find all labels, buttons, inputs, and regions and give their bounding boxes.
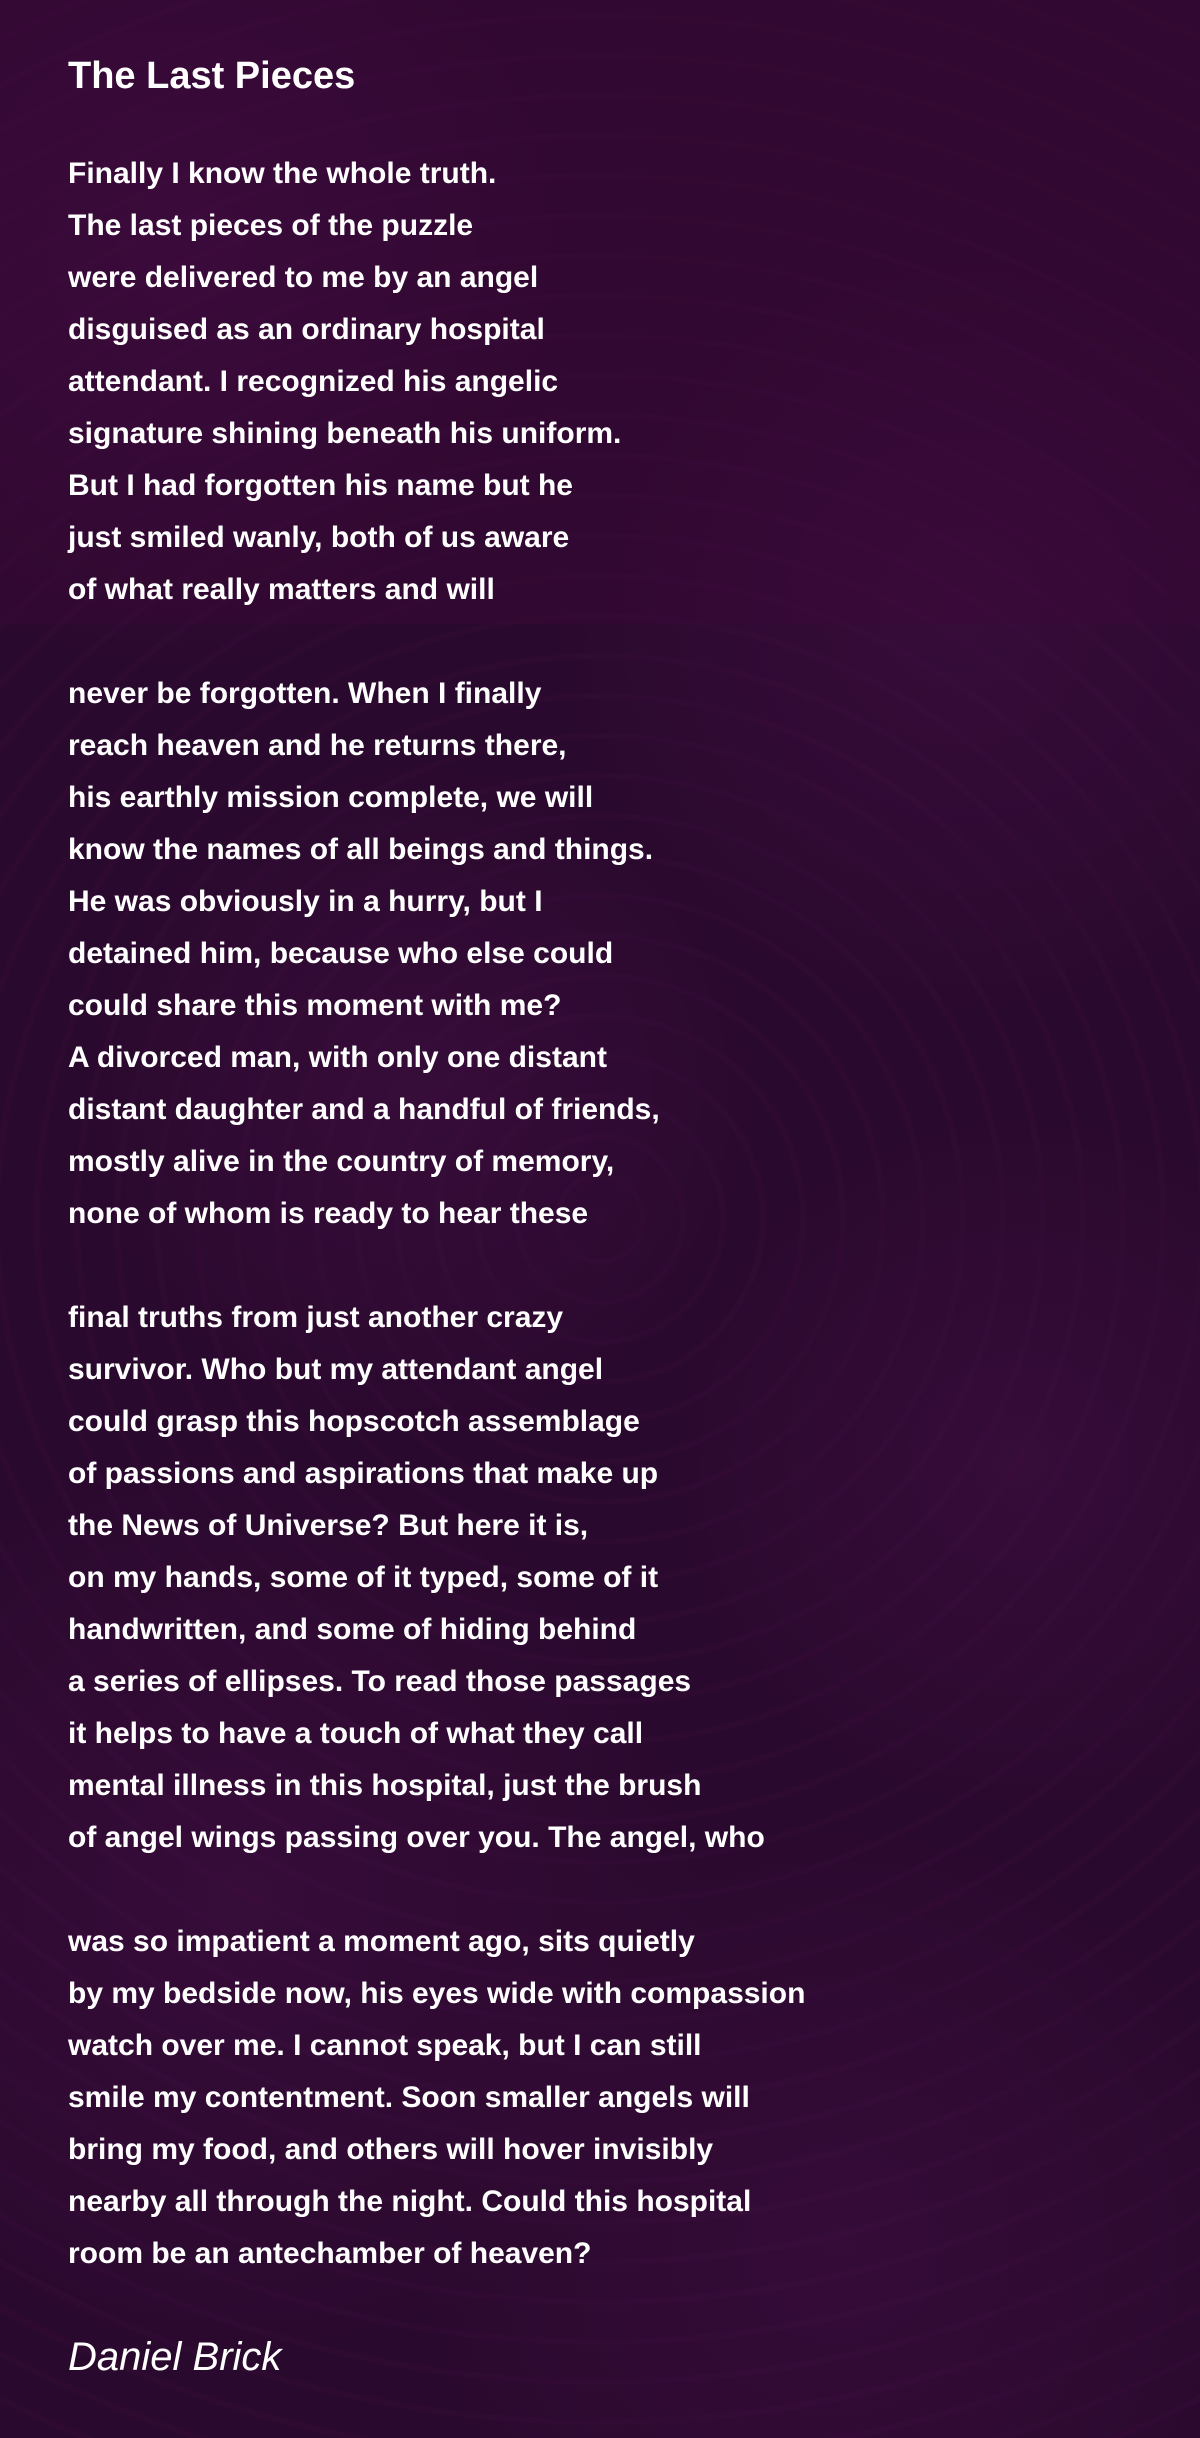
poem-title: The Last Pieces bbox=[68, 55, 356, 97]
poem-line: He was obviously in a hurry, but I bbox=[68, 885, 543, 918]
poem-author: Daniel Brick bbox=[68, 2335, 282, 2379]
poem-line: mostly alive in the country of memory, bbox=[68, 1145, 615, 1178]
poem-line: by my bedside now, his eyes wide with compassion bbox=[68, 1977, 806, 2010]
poem-line: of passions and aspirations that make up bbox=[68, 1457, 659, 1490]
poem-line: attendant. I recognized his angelic bbox=[68, 365, 559, 398]
poem-line: of angel wings passing over you. The angel, who bbox=[68, 1821, 765, 1854]
poem-line: disguised as an ordinary hospital bbox=[68, 313, 545, 346]
poem-line: reach heaven and he returns there, bbox=[68, 729, 567, 762]
poem-line: survivor. Who but my attendant angel bbox=[68, 1353, 604, 1386]
poem-line: none of whom is ready to hear these bbox=[68, 1197, 589, 1230]
poem-line: But I had forgotten his name but he bbox=[68, 469, 573, 502]
poem-line: room be an antechamber of heaven? bbox=[68, 2237, 592, 2270]
stanza-2 bbox=[68, 668, 805, 1240]
poem-line: bring my food, and others will hover invisibly bbox=[68, 2133, 714, 2166]
poem-line: could share this moment with me? bbox=[68, 989, 562, 1022]
poem-line: the News of Universe? But here it is, bbox=[68, 1509, 589, 1542]
poem-line: a series of ellipses. To read those passages bbox=[68, 1665, 692, 1698]
stanza-4 bbox=[68, 1916, 805, 2280]
poem-body bbox=[68, 148, 805, 2332]
poem-line: mental illness in this hospital, just the brush bbox=[68, 1769, 702, 1802]
poem-line: distant daughter and a handful of friends, bbox=[68, 1093, 660, 1126]
poem-line: final truths from just another crazy bbox=[68, 1301, 564, 1334]
poem-line: watch over me. I cannot speak, but I can still bbox=[68, 2029, 702, 2062]
poem-line: signature shining beneath his uniform. bbox=[68, 417, 622, 450]
poem-line: just smiled wanly, both of us aware bbox=[68, 521, 570, 554]
poem-line: were delivered to me by an angel bbox=[68, 261, 539, 294]
stanza-1 bbox=[68, 148, 805, 616]
poem-line: on my hands, some of it typed, some of it bbox=[68, 1561, 659, 1594]
poem-line: could grasp this hopscotch assemblage bbox=[68, 1405, 640, 1438]
poem-line: of what really matters and will bbox=[68, 573, 495, 606]
poem-line: know the names of all beings and things. bbox=[68, 833, 654, 866]
poem-line: never be forgotten. When I finally bbox=[68, 677, 542, 710]
poem-line: nearby all through the night. Could this hospital bbox=[68, 2185, 752, 2218]
stanza-3 bbox=[68, 1292, 805, 1864]
poem-line: A divorced man, with only one distant bbox=[68, 1041, 607, 1074]
poem-line: smile my contentment. Soon smaller angels will bbox=[68, 2081, 750, 2114]
poem-line: detained him, because who else could bbox=[68, 937, 614, 970]
poem-line: was so impatient a moment ago, sits quietly bbox=[68, 1925, 695, 1958]
poem-line: The last pieces of the puzzle bbox=[68, 209, 474, 242]
poem-line: his earthly mission complete, we will bbox=[68, 781, 594, 814]
poem-line: Finally I know the whole truth. bbox=[68, 157, 497, 190]
poem-line: it helps to have a touch of what they call bbox=[68, 1717, 644, 1750]
poem-line: handwritten, and some of hiding behind bbox=[68, 1613, 637, 1646]
